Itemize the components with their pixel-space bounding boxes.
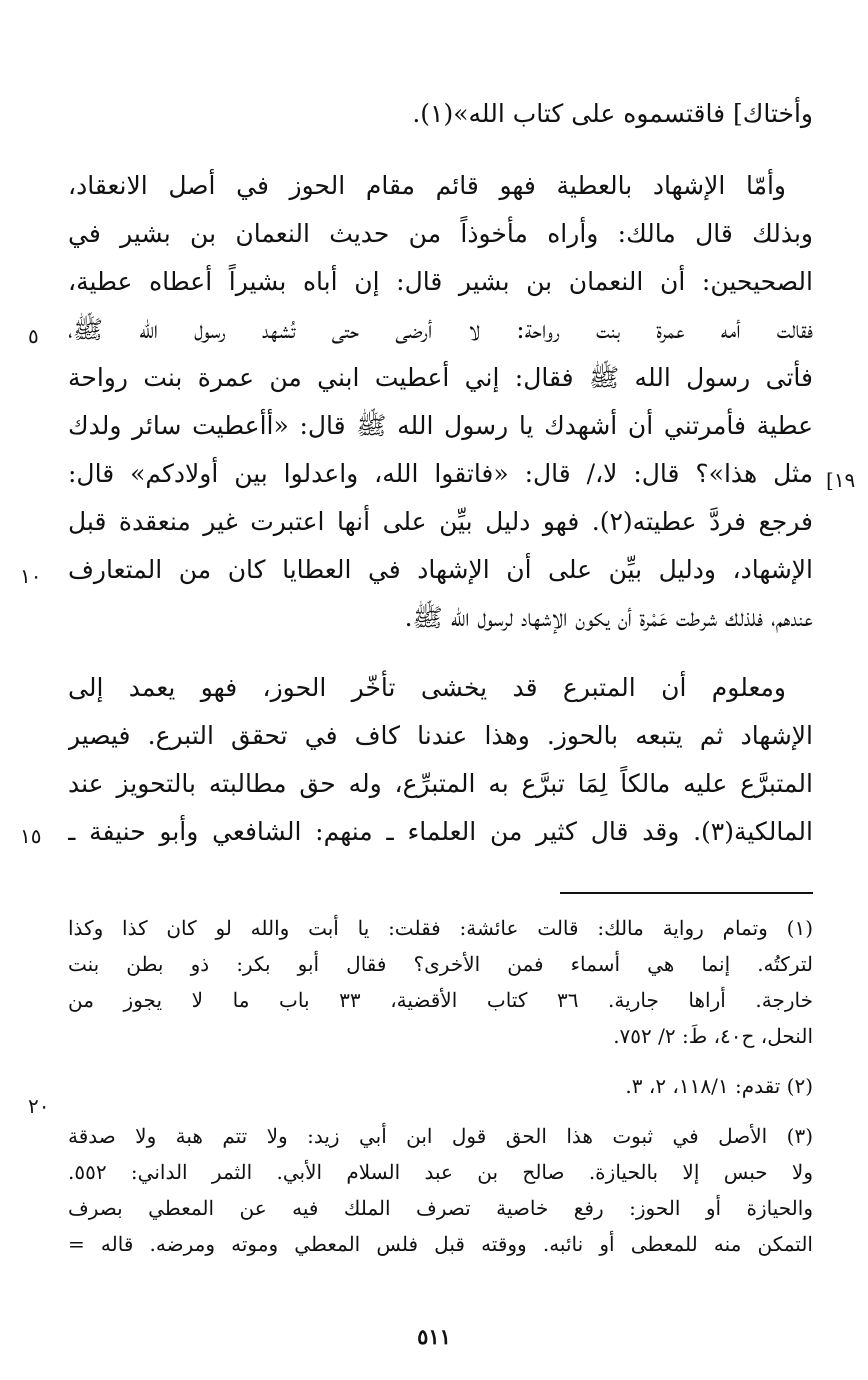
margin-page-reference: [١٩: [826, 468, 856, 492]
footnote-line-4: النحل، ح٤٠، طَ: ٢/ ٧٥٢.: [613, 1024, 813, 1048]
page-number: ٥١١: [417, 1324, 451, 1349]
body-line-3: وبذلك قال مالك: وأراه مأخوذاً من حديث النعمان بن بشير في: [68, 219, 813, 248]
body-line-1: وأختاك] فاقتسموه على كتاب الله»(١).: [412, 99, 813, 128]
margin-line-number-15: ١٥: [20, 824, 42, 848]
body-line-7: عطية فأمرتني أن أشهدك يا رسول الله ﷺ قال: «أأعطيت سائر ولدك: [68, 411, 813, 440]
body-line-12: ومعلوم أن المتبرع قد يخشى تأخّر الحوز، فهو يعمد إلى: [68, 673, 786, 702]
footnote-separator: [560, 892, 813, 894]
body-line-6: فأتى رسول الله ﷺ فقال: إني أعطيت ابني من عمرة بنت رواحة: [68, 363, 813, 392]
footnote-line-5: (٢) تقدم: ١١٨/١، ٢، ٣.: [625, 1074, 813, 1098]
body-line-11: عندهم، فلذلك شرطت عَمْرة أن يكون الإشهاد لرسول الله ﷺ.: [404, 603, 813, 632]
margin-line-number-10: ١٠: [20, 564, 42, 588]
body-line-10: الإشهاد، ودليل بيِّن على أن الإشهاد في العطايا كان من المتعارف: [68, 555, 813, 584]
body-line-14: المتبرَّع عليه مالكاً لِمَا تبرَّع به المتبرِّع، وله حق مطالبته بالتحويز عند: [68, 769, 813, 798]
body-line-13: الإشهاد ثم يتبعه بالحوز. وهذا عندنا كاف في تحقق التبرع. فيصير: [68, 721, 813, 750]
body-line-2: وأمّا الإشهاد بالعطية فهو قائم مقام الحوز في أصل الانعقاد،: [68, 171, 786, 200]
footnote-line-8: والحيازة أو الحوز: رفع خاصية تصرف الملك فيه عن المعطي بصرف: [68, 1196, 813, 1220]
body-line-8: مثل هذا»؟ قال: لا،/ قال: «فاتقوا الله، واعدلوا بين أولادكم» قال:: [68, 459, 813, 488]
body-line-9: فرجع فردَّ عطيته(٢). فهو دليل بيِّن على أنها اعتبرت غير منعقدة قبل: [68, 507, 813, 536]
footnote-line-9: التمكن منه للمعطى أو نائبه. ووقته قبل فلس المعطي وموته ومرضه. قاله =: [68, 1232, 813, 1256]
margin-line-number-5: ٥: [28, 324, 39, 348]
footnote-line-6: (٣) الأصل في ثبوت هذا الحق قول ابن أبي زيد: ولا تتم هبة ولا صدقة: [68, 1124, 813, 1148]
body-line-5: فقالت أمه عمرة بنت رواحة: لا أرضى حتى تُشهد رسول الله ﷺ،: [68, 315, 813, 344]
margin-line-number-20: ٢٠: [28, 1094, 50, 1118]
body-line-4: الصحيحين: أن النعمان بن بشير قال: إن أباه بشيراً أعطاه عطية،: [68, 267, 813, 296]
body-line-15: المالكية(٣). وقد قال كثير من العلماء ـ منهم: الشافعي وأبو حنيفة ـ: [68, 817, 813, 846]
footnote-line-1: (١) وتمام رواية مالك: قالت عائشة: فقلت: يا أبت والله لو كان كذا وكذا: [68, 916, 813, 940]
footnote-line-7: ولا حبس إلا بالحيازة. صالح بن عبد السلام الأبي. الثمر الداني: ٥٥٢.: [68, 1160, 813, 1184]
footnote-line-2: لتركتُه. إنما هي أسماء فمن الأخرى؟ فقال أبو بكر: ذو بطن بنت: [68, 952, 813, 976]
footnote-line-3: خارجة. أراها جارية. ٣٦ كتاب الأقضية، ٣٣ باب ما لا يجوز من: [68, 988, 813, 1012]
